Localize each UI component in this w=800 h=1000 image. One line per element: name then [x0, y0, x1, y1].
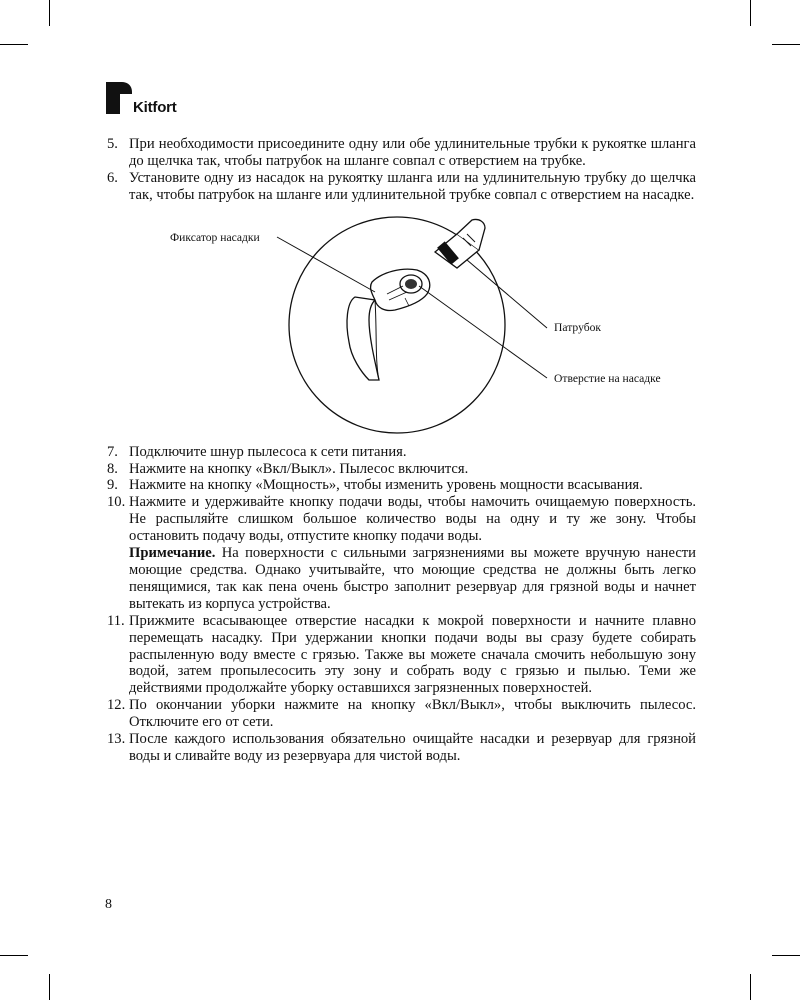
- step-number: 10.: [107, 494, 126, 511]
- crop-mark: [0, 44, 28, 45]
- step-text: При необходимости присоедините одну или обе удлинительные трубки к рукоятке шланга до щелчка так, чтобы патрубок на шланге совпал с отверстием на трубке.: [129, 136, 696, 169]
- nozzle-opening-inner: [405, 279, 417, 289]
- callout-nozzle-hole: Отверстие на насадке: [554, 371, 661, 385]
- page-content: [107, 136, 696, 765]
- page-number: 8: [105, 897, 112, 912]
- crop-mark: [750, 974, 751, 1000]
- step-body: [129, 494, 696, 612]
- list-item: [107, 613, 696, 698]
- step-text: Нажмите на кнопку «Вкл/Выкл». Пылесос включится.: [129, 460, 469, 477]
- callout-hose-spigot: Патрубок: [554, 320, 602, 334]
- attachment-illustration: [107, 212, 696, 440]
- crop-mark: [772, 44, 800, 45]
- step-number: 8.: [107, 460, 118, 477]
- step-text: По окончании уборки нажмите на кнопку «Вкл/Выкл», чтобы выключить пылесос. Отключите его от сети.: [129, 697, 696, 731]
- nozzle-body: [347, 297, 379, 380]
- note-label: Примечание.: [129, 545, 216, 562]
- list-item: [107, 444, 696, 461]
- nozzle-diagram: [107, 212, 696, 440]
- step-number: 13.: [107, 731, 126, 748]
- leader-line: [419, 286, 547, 378]
- list-item: [107, 461, 696, 478]
- list-item: [107, 136, 696, 170]
- leader-line: [467, 260, 547, 328]
- callout-nozzle-latch: Фиксатор насадки: [170, 230, 260, 244]
- step-text: Прижмите всасывающее отверстие насадки к мокрой поверхности и начните плавно перемещать насадку. При удержании кнопки подачи воды вы сразу будете собирать распыленную воду вместе с грязью. Также вы можете сначала смочить небольшую зону водой, затем пропылесосить эту зону и собрать воду с грязью и пылью. Теми же действиями продолжайте уборку оставшихся загрязненных поверхностей.: [129, 612, 696, 697]
- crop-mark: [0, 955, 28, 956]
- step-text: Подключите шнур пылесоса к сети питания.: [129, 443, 407, 460]
- brand-logo: [106, 82, 177, 114]
- step-text: Нажмите на кнопку «Мощность», чтобы изменить уровень мощности всасывания.: [129, 477, 643, 494]
- step-text: Нажмите и удерживайте кнопку подачи воды, чтобы намочить очищаемую поверхность. Не распыляйте слишком большое количество воды на одну и ту же зону. Чтобы остановить подачу воды, отпустите кнопку подачи воды.: [129, 494, 696, 545]
- step-number: 11.: [107, 612, 125, 629]
- brand-name: Kitfort: [133, 99, 177, 116]
- crop-mark: [49, 0, 50, 26]
- step-number: 9.: [107, 477, 118, 494]
- crop-mark: [49, 974, 50, 1000]
- list-item: [107, 170, 696, 204]
- step-text: Установите одну из насадок на рукоятку шланга или на удлинительную трубку до щелчка так, чтобы патрубок на шланге или удлинительной трубке совпал с отверстием на насадке.: [129, 169, 696, 203]
- nozzle-neck: [371, 269, 430, 310]
- step-number: 12.: [107, 697, 126, 714]
- note-text: На поверхности с сильными загрязнениями вы можете вручную нанести моющие средства. Однако учитывайте, что моющие средства не должны быть легко пенящимися, так как пена очень быстро заполнит резервуар для грязной воды и начнет вытекать из корпуса устройства.: [129, 545, 696, 612]
- list-item: [107, 477, 696, 494]
- step-text: После каждого использования обязательно очищайте насадки и резервуар для грязной воды и сливайте воду из резервуара для чистой воды.: [129, 731, 696, 764]
- crop-mark: [750, 0, 751, 26]
- kitfort-logo-icon: [106, 82, 132, 114]
- list-item: [107, 731, 696, 765]
- leader-line: [277, 237, 375, 292]
- list-item: [107, 697, 696, 731]
- step-number: 7.: [107, 443, 118, 460]
- list-item: [107, 494, 696, 612]
- crop-mark: [772, 955, 800, 956]
- step-number: 6.: [107, 169, 118, 186]
- step-number: 5.: [107, 136, 118, 152]
